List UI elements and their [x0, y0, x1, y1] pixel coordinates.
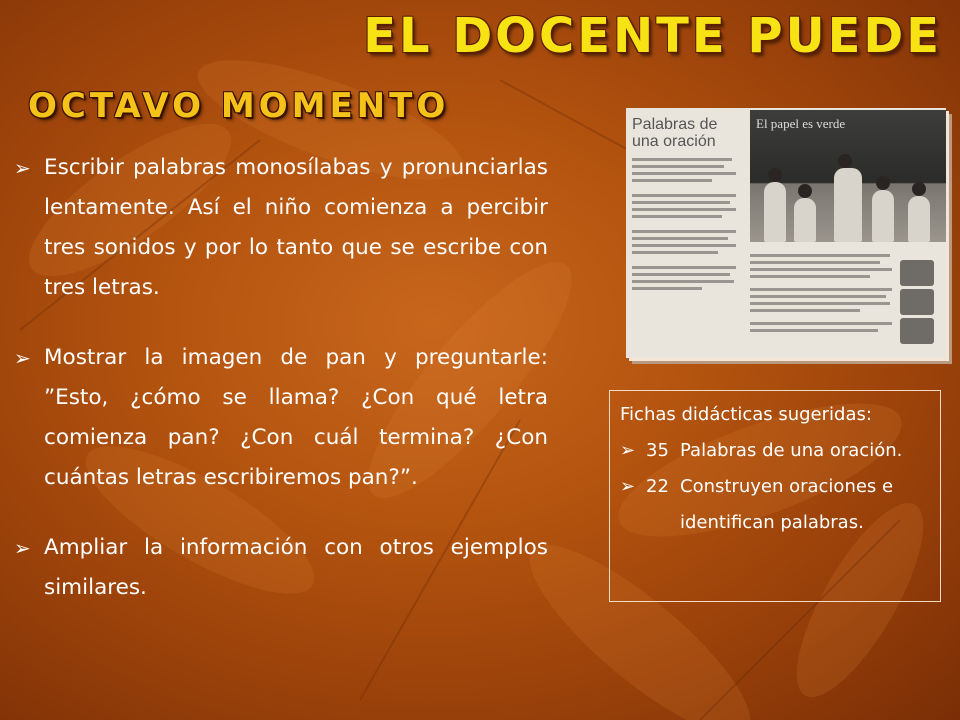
arrow-bullet-icon: ➢ [620, 476, 636, 497]
book-icon [900, 260, 934, 286]
arrow-bullet-icon: ➢ [14, 536, 31, 560]
card-title: Construyen oraciones e identifican palabras. [680, 476, 894, 533]
suggested-cards-heading: Fichas didácticas sugeridas: [620, 404, 872, 425]
pencil-icon [900, 289, 934, 315]
suggested-card-item [620, 433, 940, 469]
page-subtitle: OCTAVO MOMENTO [28, 86, 450, 126]
bullet-text: Ampliar la información con otros ejemplos similares. [44, 535, 548, 600]
bullet-item [14, 148, 548, 308]
textbook-page-image [626, 108, 946, 358]
card-number: 22 [646, 476, 669, 497]
textbook-icon-column [900, 260, 936, 344]
people-icon [900, 318, 934, 344]
bullet-list [14, 148, 548, 638]
bullet-text: Escribir palabras monosílabas y pronunciarlas lentamente. Así el niño comienza a percibir tres sonidos y por lo tanto que se escribe con tres letras. [44, 155, 548, 300]
suggested-cards-box [609, 390, 941, 602]
chalkboard-text: El papel es verde [756, 116, 846, 131]
suggested-card-item [620, 469, 940, 541]
card-number: 35 [646, 440, 669, 461]
bullet-item [14, 528, 548, 608]
textbook-text-column [750, 250, 900, 336]
bullet-item [14, 338, 548, 498]
arrow-bullet-icon: ➢ [14, 156, 31, 180]
arrow-bullet-icon: ➢ [14, 346, 31, 370]
bullet-text: Mostrar la imagen de pan y preguntarle: ”Esto, ¿cómo se llama? ¿Con qué letra comienza pan? ¿Con cuál termina? ¿Con cuántas letras escribiremos pan?”. [44, 345, 548, 490]
page-title: EL DOCENTE PUEDE [363, 8, 942, 64]
textbook-page-heading: Palabras de una oración [632, 116, 718, 150]
card-title: Palabras de una oración. [680, 440, 903, 461]
textbook-text-column [632, 154, 744, 294]
arrow-bullet-icon: ➢ [620, 440, 636, 461]
